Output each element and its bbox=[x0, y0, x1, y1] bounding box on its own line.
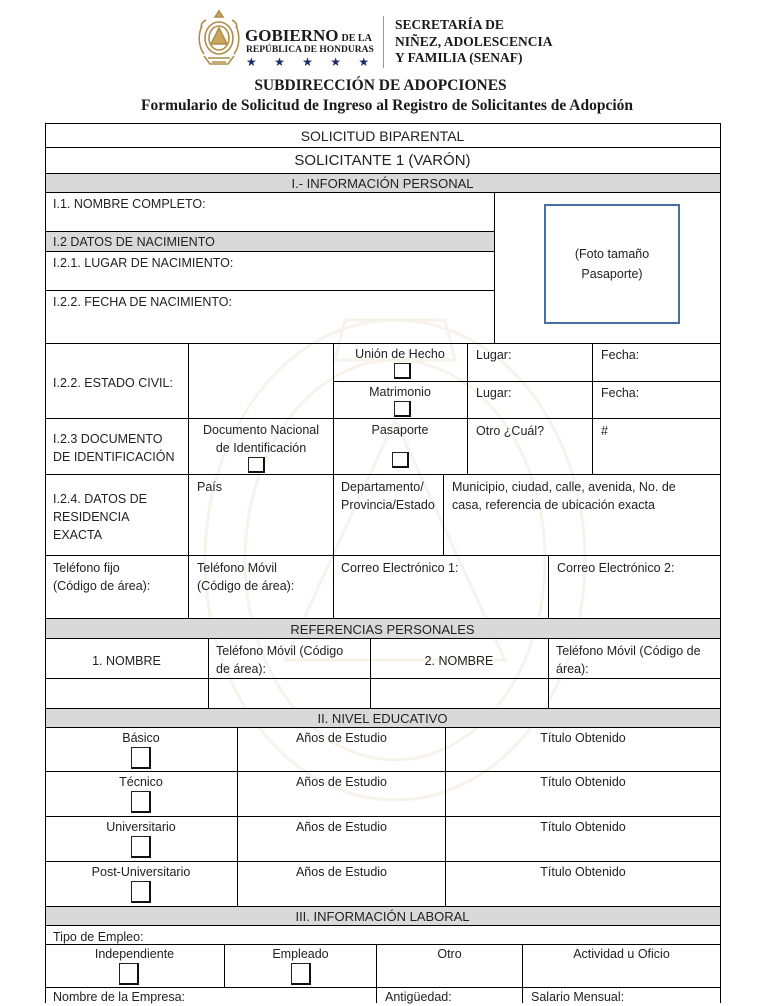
header-divider bbox=[383, 16, 384, 68]
basico-titulo-field[interactable] bbox=[446, 729, 720, 771]
subdireccion-title: SUBDIRECCIÓN DE ADOPCIONES bbox=[254, 77, 507, 94]
empleado-checkbox[interactable] bbox=[291, 963, 311, 985]
municipio-field[interactable] bbox=[444, 476, 720, 555]
postuniversitario-titulo-label: Título Obtenido bbox=[540, 865, 626, 879]
nombre-completo-field[interactable] bbox=[45, 193, 494, 231]
ref-telefono-2-header bbox=[548, 640, 720, 680]
correo-2-label: Correo Electrónico 2: bbox=[557, 561, 675, 575]
nivel-tecnico-label: Técnico bbox=[119, 775, 163, 789]
nivel-universitario-label: Universitario bbox=[106, 820, 176, 834]
municipio-label-line2: casa, referencia de ubicación exacta bbox=[452, 498, 655, 512]
section-personal-title: I.- INFORMACIÓN PERSONAL bbox=[291, 176, 474, 191]
ref-telefono-2-line2: área): bbox=[556, 662, 589, 676]
correo-1-field[interactable] bbox=[333, 557, 548, 618]
nivel-basico-checkbox[interactable] bbox=[131, 747, 151, 769]
solicitante-title: SOLICITANTE 1 (VARÓN) bbox=[294, 152, 471, 169]
documento-label bbox=[45, 428, 188, 468]
nivel-universitario-option[interactable] bbox=[45, 818, 237, 861]
photo-label-line2: Pasaporte) bbox=[581, 267, 643, 281]
salario-field[interactable] bbox=[523, 988, 720, 1003]
nivel-postuniversitario-option[interactable] bbox=[45, 863, 237, 906]
telefono-fijo-field[interactable] bbox=[45, 557, 188, 618]
secretaria-line2: NIÑEZ, ADOLESCENCIA bbox=[395, 33, 553, 49]
estado-civil-label: I.2.2. ESTADO CIVIL: bbox=[53, 376, 173, 390]
photo-label-line1: (Foto tamaño bbox=[574, 247, 650, 261]
correo-1-label: Correo Electrónico 1: bbox=[341, 561, 459, 575]
matrimonio-checkbox[interactable] bbox=[394, 401, 411, 417]
matrimonio-label: Matrimonio bbox=[369, 385, 431, 399]
actividad-oficio-label: Actividad u Oficio bbox=[573, 947, 670, 961]
pais-field[interactable] bbox=[189, 476, 333, 555]
documento-label-line1: I.2.3 DOCUMENTO bbox=[53, 432, 163, 446]
nivel-tecnico-checkbox[interactable] bbox=[131, 791, 151, 813]
postuniversitario-anios-field[interactable] bbox=[238, 863, 445, 906]
section-referencias-title: REFERENCIAS PERSONALES bbox=[290, 622, 475, 637]
datos-nacimiento-heading: I.2 DATOS DE NACIMIENTO bbox=[53, 235, 215, 249]
fecha-nacimiento-label: I.2.2. FECHA DE NACIMIENTO: bbox=[53, 295, 232, 309]
tipo-empleo-label: Tipo de Empleo: bbox=[53, 930, 144, 944]
pais-label: País bbox=[197, 480, 223, 494]
doc-nacional-checkbox[interactable] bbox=[248, 457, 265, 473]
departamento-label-line1: Departamento/ bbox=[341, 480, 424, 494]
union-hecho-label: Unión de Hecho bbox=[355, 347, 445, 361]
tecnico-anios-field[interactable] bbox=[238, 773, 445, 816]
lugar-nacimiento-field[interactable] bbox=[45, 252, 494, 290]
nivel-tecnico-option[interactable] bbox=[45, 773, 237, 816]
matrimonio-fecha-label: Fecha: bbox=[601, 386, 640, 400]
ref-telefono-1-header bbox=[208, 640, 370, 680]
telefono-movil-label-line2: (Código de área): bbox=[197, 579, 295, 593]
residencia-label-line3: EXACTA bbox=[53, 528, 103, 542]
ref-nombre-2-header: 2. NOMBRE bbox=[424, 654, 494, 668]
nivel-postuniversitario-label: Post-Universitario bbox=[91, 865, 191, 879]
empleado-option[interactable] bbox=[225, 945, 376, 987]
postuniversitario-titulo-field[interactable] bbox=[446, 863, 720, 906]
nombre-completo-label: I.1. NOMBRE COMPLETO: bbox=[53, 197, 206, 211]
salario-label: Salario Mensual: bbox=[531, 990, 625, 1004]
union-fecha-label: Fecha: bbox=[601, 348, 640, 362]
otro-empleo-field[interactable] bbox=[377, 945, 522, 987]
departamento-label-line2: Provincia/Estado bbox=[341, 498, 435, 512]
secretaria-line3: Y FAMILIA (SENAF) bbox=[395, 50, 523, 65]
matrimonio-fecha-field[interactable] bbox=[593, 382, 720, 404]
postuniversitario-anios-label: Años de Estudio bbox=[295, 865, 388, 879]
antiguedad-field[interactable] bbox=[377, 988, 522, 1003]
pasaporte-checkbox[interactable] bbox=[392, 452, 409, 468]
doc-nacional-option[interactable] bbox=[189, 420, 333, 474]
section-educacion-title: II. NIVEL EDUCATIVO bbox=[317, 711, 448, 726]
universitario-titulo-label: Título Obtenido bbox=[540, 820, 626, 834]
ref-telefono-1-input[interactable] bbox=[209, 679, 370, 708]
matrimonio-lugar-field[interactable] bbox=[468, 382, 592, 404]
union-hecho-option[interactable] bbox=[333, 344, 467, 381]
residencia-label-line2: RESIDENCIA bbox=[53, 510, 130, 524]
nivel-universitario-checkbox[interactable] bbox=[131, 836, 151, 858]
fecha-nacimiento-field[interactable] bbox=[45, 291, 494, 343]
ref-telefono-2-input[interactable] bbox=[549, 679, 720, 708]
nivel-basico-option[interactable] bbox=[45, 729, 237, 771]
basico-titulo-label: Título Obtenido bbox=[540, 731, 626, 745]
departamento-field[interactable] bbox=[333, 476, 443, 555]
union-lugar-label: Lugar: bbox=[476, 348, 512, 362]
union-fecha-field[interactable] bbox=[593, 344, 720, 366]
nivel-postuniversitario-checkbox[interactable] bbox=[131, 881, 151, 903]
solicitud-type: SOLICITUD BIPARENTAL bbox=[300, 128, 465, 144]
actividad-oficio-field[interactable] bbox=[523, 945, 720, 987]
secretaria-line1: SECRETARÍA DE bbox=[395, 17, 504, 32]
ref-nombre-1-input[interactable] bbox=[46, 679, 208, 708]
otro-documento-field[interactable] bbox=[468, 420, 592, 474]
ref-nombre-2-input[interactable] bbox=[371, 679, 548, 708]
nivel-basico-label: Básico bbox=[122, 731, 160, 745]
basico-anios-label: Años de Estudio bbox=[295, 731, 388, 745]
tecnico-titulo-label: Título Obtenido bbox=[540, 775, 626, 789]
photo-placeholder[interactable] bbox=[544, 204, 680, 324]
doc-nacional-label-line1: Documento Nacional bbox=[202, 423, 320, 437]
lugar-nacimiento-label: I.2.1. LUGAR DE NACIMIENTO: bbox=[53, 256, 234, 270]
ref-telefono-2-line1: Teléfono Móvil (Código de bbox=[556, 644, 701, 658]
documento-numero-field[interactable] bbox=[593, 420, 720, 474]
gov-name: GOBIERNO bbox=[245, 26, 339, 45]
doc-nacional-label-line2: de Identificación bbox=[215, 441, 307, 455]
gov-suffix: DE LA bbox=[341, 33, 372, 44]
universitario-titulo-field[interactable] bbox=[446, 818, 720, 861]
independiente-label: Independiente bbox=[94, 947, 175, 961]
universitario-anios-label: Años de Estudio bbox=[295, 820, 388, 834]
ref-nombre-1-header: 1. NOMBRE bbox=[92, 654, 161, 668]
form-title: Formulario de Solicitud de Ingreso al Registro de Solicitantes de Adopción bbox=[141, 97, 633, 114]
ref-telefono-1-line2: de área): bbox=[216, 662, 267, 676]
gov-subtitle: REPÚBLICA DE HONDURAS bbox=[246, 45, 374, 55]
empleado-label: Empleado bbox=[272, 947, 329, 961]
honduras-coat-of-arms-icon bbox=[196, 8, 242, 70]
documento-label-line2: DE IDENTIFICACIÓN bbox=[53, 450, 175, 464]
universitario-anios-field[interactable] bbox=[238, 818, 445, 861]
correo-2-field[interactable] bbox=[549, 557, 720, 618]
pasaporte-label: Pasaporte bbox=[371, 423, 429, 437]
estado-civil-field[interactable] bbox=[189, 344, 333, 418]
antiguedad-label: Antigüedad: bbox=[385, 990, 452, 1004]
section-laboral-title: III. INFORMACIÓN LABORAL bbox=[295, 909, 470, 924]
matrimonio-option[interactable] bbox=[333, 382, 467, 418]
independiente-checkbox[interactable] bbox=[119, 963, 139, 985]
telefono-movil-label-line1: Teléfono Móvil bbox=[197, 561, 277, 575]
independiente-option[interactable] bbox=[45, 945, 224, 987]
tecnico-anios-label: Años de Estudio bbox=[295, 775, 388, 789]
residencia-label-line1: I.2.4. DATOS DE bbox=[53, 492, 148, 506]
telefono-movil-field[interactable] bbox=[189, 557, 333, 618]
otro-cual-label: Otro ¿Cuál? bbox=[476, 424, 545, 438]
union-hecho-checkbox[interactable] bbox=[394, 363, 411, 379]
ref-telefono-1-line1: Teléfono Móvil (Código bbox=[216, 644, 344, 658]
matrimonio-lugar-label: Lugar: bbox=[476, 386, 512, 400]
telefono-fijo-label-line2: (Código de área): bbox=[53, 579, 151, 593]
tecnico-titulo-field[interactable] bbox=[446, 773, 720, 816]
numero-label: # bbox=[601, 424, 608, 438]
telefono-fijo-label-line1: Teléfono fijo bbox=[53, 561, 120, 575]
empresa-field[interactable] bbox=[45, 988, 376, 1003]
stars: ★ ★ ★ ★ ★ bbox=[246, 55, 377, 69]
union-lugar-field[interactable] bbox=[468, 344, 592, 366]
empresa-label: Nombre de la Empresa: bbox=[53, 990, 186, 1004]
residencia-label bbox=[45, 488, 188, 546]
basico-anios-field[interactable] bbox=[238, 729, 445, 771]
pasaporte-option[interactable] bbox=[333, 420, 467, 474]
municipio-label-line1: Municipio, ciudad, calle, avenida, No. de bbox=[452, 480, 676, 494]
otro-empleo-label: Otro bbox=[437, 947, 462, 961]
